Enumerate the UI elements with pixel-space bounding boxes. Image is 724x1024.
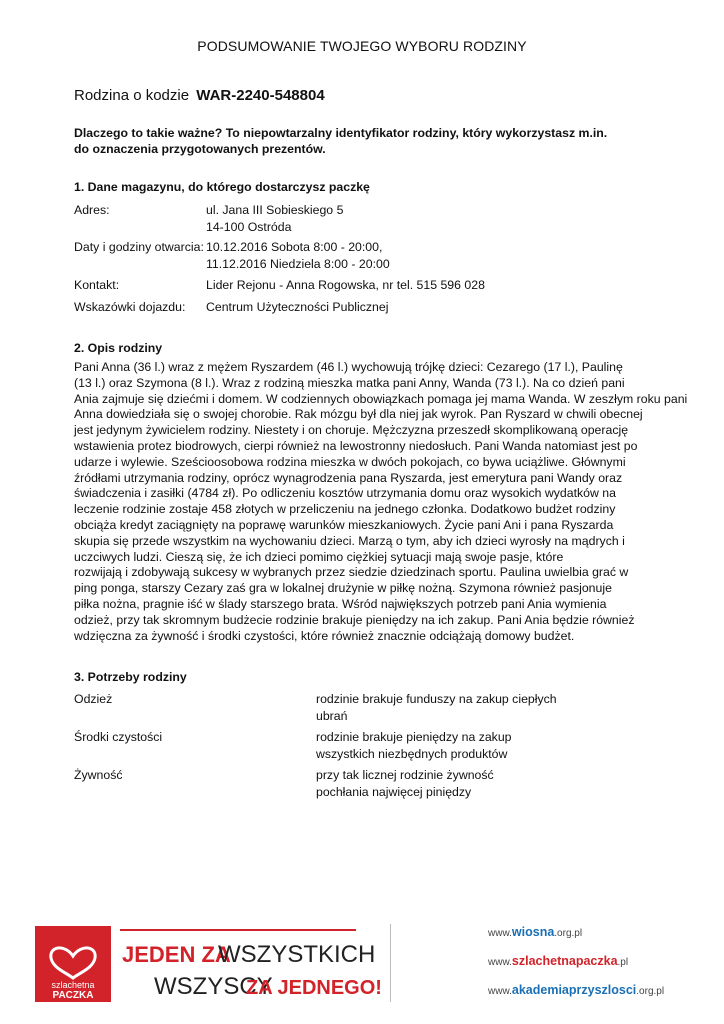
hours-line-1: 10.12.2016 Sobota 8:00 - 20:00,	[206, 240, 383, 254]
need-label: Odzież	[74, 692, 113, 706]
footer-links	[488, 924, 664, 1011]
address-line-1: ul. Jana III Sobieskiego 5	[206, 203, 344, 217]
description-line: Anna dowiedziała się o swojej chorobie. Rak mózgu był dla niej jak wyrok. Pan Ryszard w chwili obecnej	[74, 407, 643, 422]
need-text: rodzinie brakuje funduszy na zakup ciepłych	[316, 692, 557, 706]
contact-value: Lider Rejonu - Anna Rogowska, nr tel. 515 596 028	[206, 278, 485, 292]
hours-label: Daty i godziny otwarcia:	[74, 240, 204, 254]
directions-label: Wskazówki dojazdu:	[74, 300, 186, 314]
description-line: piłka nożna, pragnie iść w ślady starszego brata. Wśród największych potrzeb pani Ania wymienia	[74, 596, 607, 611]
need-text: ubrań	[316, 709, 348, 723]
section-heading-description: 2. Opis rodziny	[74, 341, 163, 355]
need-text: wszystkich niezbędnych produktów	[316, 747, 508, 761]
slogan-graphic	[118, 924, 382, 1004]
slogan-part: ZA JEDNEGO!	[246, 977, 382, 999]
directions-value: Centrum Użyteczności Publicznej	[206, 300, 389, 314]
link-akademiaprzyszlosci[interactable]	[488, 982, 664, 1011]
address-line-2: 14-100 Ostróda	[206, 220, 292, 234]
link-prefix: www.	[488, 957, 512, 968]
description-line: leczenie rodzinie zostaje 458 złotych w przeliczeniu na jednego członka. Dodatkowo budżet rodziny	[74, 502, 616, 517]
need-text: pochłania najwięcej piniędzy	[316, 785, 472, 799]
description-line: udarze i wylewie. Sześcioosobowa rodzina mieszka w dwóch pokojach, co bywa uciążliwe. Głównymi	[74, 454, 626, 469]
link-name: wiosna	[511, 925, 555, 939]
family-code: WAR-2240-548804	[196, 87, 325, 104]
description-line: Ania zajmuje się dziećmi i domem. W codziennych obowiązkach pomaga jej mama Wanda. W zeszłym roku pani	[74, 391, 688, 406]
link-szlachetnapaczka[interactable]	[488, 953, 664, 982]
need-label: Środki czystości	[74, 730, 163, 744]
link-prefix: www.	[488, 986, 512, 997]
description-line: świadczenia i zasiłki (4784 zł). Po odliczeniu kosztów utrzymania domu oraz wysokich wydatków na	[74, 486, 616, 501]
slogan-part: JEDEN ZA	[122, 942, 231, 967]
page-title: PODSUMOWANIE TWOJEGO WYBORU RODZINY	[197, 38, 527, 54]
link-name: akademiaprzyszlosci	[511, 983, 637, 997]
footer-divider	[390, 924, 391, 1002]
note-line: do oznaczenia przygotowanych prezentów.	[74, 142, 326, 156]
slogan-part: WSZYSCY	[154, 973, 273, 1000]
description-line: uczciwych ludzi. Cieszą się, że ich dzieci pomimo ciężkiej sytuacji mają swoje pasje, które	[74, 549, 564, 564]
code-importance-note	[74, 125, 674, 157]
logo-text-2: PACZKA	[52, 990, 94, 1001]
link-prefix: www.	[488, 928, 512, 939]
szlachetna-paczka-logo	[35, 926, 111, 1002]
description-line: obciąża kredyt zaciągnięty na poprawę warunków mieszkaniowych. Życie pani Ani i pana Ryszarda	[74, 517, 614, 532]
description-line: Pani Anna (36 l.) wraz z mężem Ryszardem (46 l.) wychowują trójkę dzieci: Cezarego (17 l.), Paulinę	[74, 360, 623, 374]
description-line: wdzięczna za żywność i środki czystości, które również znacznie odciążają domowy budżet.	[74, 628, 575, 643]
description-line: odzież, przy tak skromnym budżecie rodzinie brakuje pieniędzy na ich zakup. Pani Ania będzie również	[74, 612, 635, 627]
description-line: ping ponga, starszy Cezary zaś gra w lokalnej drużynie w piłkę nożną. Szymona również pasjonuje	[74, 581, 612, 596]
link-suffix: .org.pl	[554, 928, 583, 939]
family-code-line	[74, 87, 325, 104]
section-heading-needs: 3. Potrzeby rodziny	[74, 670, 187, 684]
description-line: źródłami utrzymania rodziny, oprócz wynagrodzenia pana Ryszarda, jest emerytura pani Wandy oraz	[74, 470, 623, 485]
need-text: rodzinie brakuje pieniędzy na zakup	[316, 730, 512, 744]
logo-text-1: szlachetna	[51, 980, 95, 990]
description-line: (13 l.) oraz Szymona (8 l.). Wraz z rodziną mieszka matka pani Anny, Wanda (73 l.). Na co dzień pani	[74, 375, 625, 390]
need-label: Żywność	[74, 768, 123, 782]
link-name: szlachetnapaczka	[511, 954, 618, 968]
note-line: Dlaczego to takie ważne? To niepowtarzalny identyfikator rodziny, który wykorzystasz m.in.	[74, 126, 608, 140]
slogan-part: WSZYSTKICH	[218, 941, 376, 968]
family-description	[74, 360, 688, 644]
description-line: rozwijają i zdobywają sukcesy w wybranych przez siedzie dziedzinach sportu. Paulina uwielbia grać w	[74, 565, 629, 580]
section-heading-warehouse: 1. Dane magazynu, do którego dostarczysz paczkę	[74, 180, 370, 194]
link-suffix: .org.pl	[636, 986, 665, 997]
link-suffix: .pl	[617, 957, 629, 968]
description-line: jest jedynym żywicielem rodziny. Niestety i on choruje. Mężczyzna przeszedł skomplikowaną operację	[74, 423, 629, 438]
contact-label: Kontakt:	[74, 278, 120, 292]
description-line: wstawienia protez biodrowych, cierpi również na lewostronny niedosłuch. Pani Wanda natomiast jest po	[74, 438, 638, 453]
footer	[0, 912, 724, 1024]
family-code-prefix: Rodzina o kodzie	[74, 87, 190, 104]
description-line: skupia się przede wszystkim na wychowaniu dzieci. Marzą o tym, aby ich dzieci wyrosły na mądrych i	[74, 533, 625, 548]
address-label: Adres:	[74, 203, 110, 217]
link-wiosna[interactable]	[488, 924, 664, 953]
hours-line-2: 11.12.2016 Niedziela 8:00 - 20:00	[206, 257, 390, 271]
need-text: przy tak licznej rodzinie żywność	[316, 768, 494, 782]
